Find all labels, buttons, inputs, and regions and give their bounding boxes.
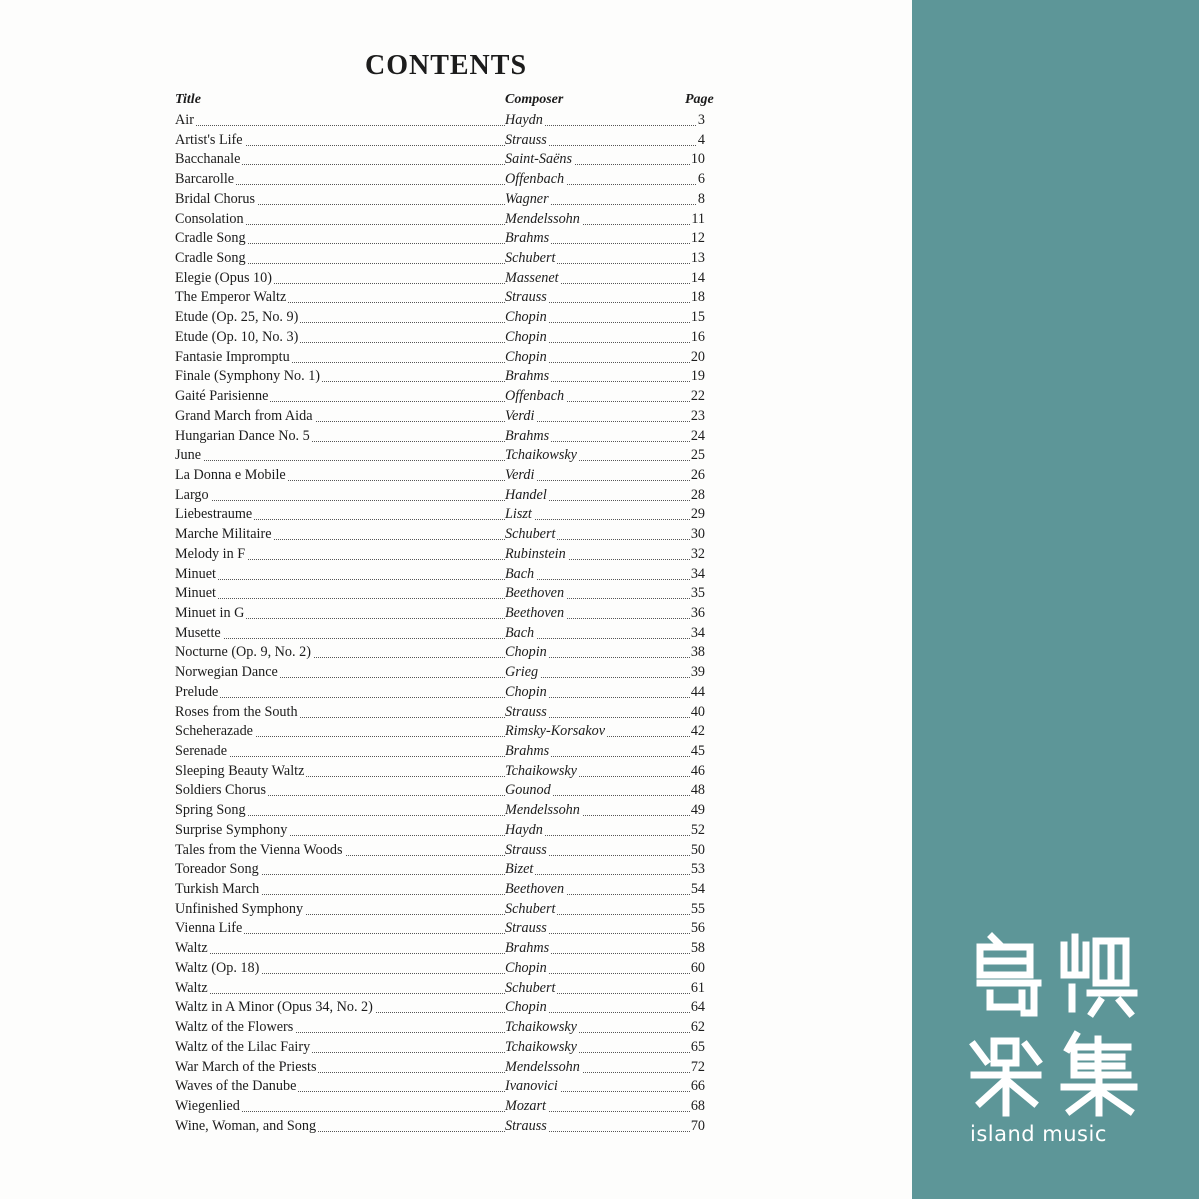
entry-composer: Brahms — [505, 427, 551, 447]
entry-page: 48 — [690, 781, 705, 801]
entry-page: 8 — [697, 190, 705, 210]
entry-composer: Strauss — [505, 841, 549, 861]
entry-title: Largo — [175, 486, 211, 506]
entry-page: 46 — [690, 762, 705, 782]
entry-title: Unfinished Symphony — [175, 900, 305, 920]
entry-composer: Tchaikowsky — [505, 762, 579, 782]
entry-title: Marche Militaire — [175, 525, 274, 545]
brand-panel — [912, 0, 1199, 1199]
contents-row — [175, 545, 715, 565]
contents-row — [175, 229, 715, 249]
contents-row — [175, 604, 715, 624]
contents-row — [175, 466, 715, 486]
entry-page: 26 — [690, 466, 705, 486]
contents-row — [175, 821, 715, 841]
entry-composer: Chopin — [505, 348, 549, 368]
entry-composer: Tchaikowsky — [505, 446, 579, 466]
entry-page: 10 — [690, 150, 705, 170]
entry-title: Etude (Op. 25, No. 9) — [175, 308, 300, 328]
contents-row — [175, 1058, 715, 1078]
entry-composer: Strauss — [505, 131, 549, 151]
column-header-composer: Composer — [505, 92, 564, 107]
contents-row — [175, 150, 715, 170]
entry-page: 64 — [690, 998, 705, 1018]
entry-page: 36 — [690, 604, 705, 624]
entry-composer: Brahms — [505, 939, 551, 959]
entry-page: 12 — [690, 229, 705, 249]
dot-leader — [185, 979, 505, 994]
entry-title: Wiegenlied — [175, 1097, 242, 1117]
page-title: CONTENTS — [364, 50, 528, 81]
entry-composer: Schubert — [505, 900, 557, 920]
entry-page: 14 — [690, 269, 705, 289]
contents-row — [175, 584, 715, 604]
entry-title: La Donna e Mobile — [175, 466, 288, 486]
dot-leader — [185, 584, 505, 599]
entry-composer: Bizet — [505, 860, 535, 880]
contents-row — [175, 486, 715, 506]
entry-title: Cradle Song — [175, 229, 248, 249]
dot-leader — [185, 624, 505, 639]
entry-page: 49 — [690, 801, 705, 821]
dot-leader — [510, 624, 702, 639]
entry-composer: Gounod — [505, 781, 553, 801]
entry-page: 23 — [690, 407, 705, 427]
entry-composer: Schubert — [505, 249, 557, 269]
column-header-page: Page — [685, 92, 714, 107]
dot-leader — [185, 111, 505, 126]
entry-composer: Saint-Saëns — [505, 150, 574, 170]
entry-page: 55 — [690, 900, 705, 920]
entry-page: 34 — [690, 624, 705, 644]
contents-row — [175, 288, 715, 308]
entry-title: Bacchanale — [175, 150, 242, 170]
entry-page: 32 — [690, 545, 705, 565]
entry-page: 15 — [690, 308, 705, 328]
logo-glyph-music — [974, 1041, 1038, 1113]
entry-composer: Beethoven — [505, 604, 566, 624]
contents-row — [175, 1117, 715, 1137]
contents-row — [175, 722, 715, 742]
entry-title: Bridal Chorus — [175, 190, 257, 210]
contents-row — [175, 505, 715, 525]
entry-title: Finale (Symphony No. 1) — [175, 367, 322, 387]
entry-page: 39 — [690, 663, 705, 683]
entry-page: 50 — [690, 841, 705, 861]
entry-composer: Beethoven — [505, 584, 566, 604]
entry-composer: Brahms — [505, 367, 551, 387]
entry-page: 29 — [690, 505, 705, 525]
logo-glyph-gather — [1064, 1035, 1134, 1113]
contents-row — [175, 1097, 715, 1117]
entry-title: Surprise Symphony — [175, 821, 289, 841]
entry-page: 58 — [690, 939, 705, 959]
entry-title: Etude (Op. 10, No. 3) — [175, 328, 300, 348]
entry-title: Soldiers Chorus — [175, 781, 268, 801]
entry-composer: Chopin — [505, 328, 549, 348]
entry-title: War March of the Priests — [175, 1058, 318, 1078]
entry-composer: Mendelssohn — [505, 1058, 582, 1078]
dot-leader — [185, 565, 505, 580]
dot-leader — [510, 860, 702, 875]
entry-page: 6 — [697, 170, 705, 190]
entry-page: 30 — [690, 525, 705, 545]
entry-composer: Liszt — [505, 505, 534, 525]
contents-row — [175, 525, 715, 545]
contents-row — [175, 249, 715, 269]
entry-composer: Grieg — [505, 663, 540, 683]
entry-page: 16 — [690, 328, 705, 348]
entry-composer: Schubert — [505, 979, 557, 999]
entry-title: Waltz of the Lilac Fairy — [175, 1038, 312, 1058]
contents-row — [175, 880, 715, 900]
contents-row — [175, 348, 715, 368]
entry-composer: Bach — [505, 624, 536, 644]
contents-row — [175, 683, 715, 703]
entry-title: Turkish March — [175, 880, 261, 900]
entry-title: Gaité Parisienne — [175, 387, 270, 407]
contents-row — [175, 860, 715, 880]
entry-page: 42 — [690, 722, 705, 742]
entry-page: 25 — [690, 446, 705, 466]
entry-title: Waltz (Op. 18) — [175, 959, 261, 979]
contents-row — [175, 446, 715, 466]
logo-glyph-island — [980, 937, 1038, 1013]
dot-leader — [185, 486, 505, 501]
entry-composer: Handel — [505, 486, 549, 506]
entry-title: Melody in F — [175, 545, 247, 565]
contents-row — [175, 190, 715, 210]
entry-composer: Chopin — [505, 959, 549, 979]
contents-row — [175, 1038, 715, 1058]
entry-title: Spring Song — [175, 801, 248, 821]
entry-title: Tales from the Vienna Woods — [175, 841, 345, 861]
entry-page: 44 — [690, 683, 705, 703]
contents-row — [175, 624, 715, 644]
contents-row — [175, 959, 715, 979]
contents-row — [175, 762, 715, 782]
dot-leader — [185, 683, 505, 698]
entry-composer: Bach — [505, 565, 536, 585]
contents-row — [175, 900, 715, 920]
entry-page: 52 — [690, 821, 705, 841]
contents-row — [175, 979, 715, 999]
entry-title: Norwegian Dance — [175, 663, 280, 683]
contents-row — [175, 998, 715, 1018]
entry-title: Grand March from Aida — [175, 407, 315, 427]
contents-row — [175, 328, 715, 348]
entry-title: Serenade — [175, 742, 229, 762]
contents-row — [175, 367, 715, 387]
dot-leader — [185, 446, 505, 461]
entry-page: 22 — [690, 387, 705, 407]
entry-title: Scheherazade — [175, 722, 255, 742]
entry-page: 62 — [690, 1018, 705, 1038]
entry-page: 28 — [690, 486, 705, 506]
entry-composer: Tchaikowsky — [505, 1038, 579, 1058]
entry-title: Cradle Song — [175, 249, 248, 269]
entry-composer: Strauss — [505, 919, 549, 939]
entry-title: Artist's Life — [175, 131, 245, 151]
entry-page: 56 — [690, 919, 705, 939]
contents-row — [175, 111, 715, 131]
entry-composer: Strauss — [505, 703, 549, 723]
entry-page: 60 — [690, 959, 705, 979]
entry-composer: Chopin — [505, 998, 549, 1018]
entry-title: Minuet — [175, 565, 218, 585]
entry-composer: Brahms — [505, 742, 551, 762]
entry-page: 66 — [690, 1077, 705, 1097]
dot-leader — [185, 742, 505, 757]
dot-leader — [510, 565, 702, 580]
contents-row — [175, 841, 715, 861]
entry-title: Vienna Life — [175, 919, 244, 939]
entry-composer: Massenet — [505, 269, 561, 289]
contents-row — [175, 269, 715, 289]
entry-page: 65 — [690, 1038, 705, 1058]
entry-composer: Chopin — [505, 308, 549, 328]
entry-page: 70 — [690, 1117, 705, 1137]
entry-title: Hungarian Dance No. 5 — [175, 427, 312, 447]
entry-title: Waltz — [175, 979, 210, 999]
entry-page: 19 — [690, 367, 705, 387]
entry-page: 38 — [690, 643, 705, 663]
contents-row — [175, 663, 715, 683]
entry-composer: Rimsky-Korsakov — [505, 722, 607, 742]
contents-row — [175, 781, 715, 801]
entry-composer: Offenbach — [505, 387, 566, 407]
contents-row — [175, 742, 715, 762]
contents-row — [175, 939, 715, 959]
entry-title: The Emperor Waltz — [175, 288, 288, 308]
contents-row — [175, 407, 715, 427]
entry-page: 72 — [690, 1058, 705, 1078]
entry-title: Nocturne (Op. 9, No. 2) — [175, 643, 313, 663]
entry-title: June — [175, 446, 203, 466]
entry-composer: Verdi — [505, 466, 536, 486]
entry-title: Roses from the South — [175, 703, 300, 723]
entry-composer: Haydn — [505, 821, 545, 841]
entry-page: 18 — [690, 288, 705, 308]
entry-composer: Strauss — [505, 1117, 549, 1137]
entry-title: Waltz of the Flowers — [175, 1018, 295, 1038]
entry-composer: Wagner — [505, 190, 551, 210]
entry-title: Waltz — [175, 939, 210, 959]
entry-title: Wine, Woman, and Song — [175, 1117, 318, 1137]
contents-row — [175, 427, 715, 447]
entry-composer: Verdi — [505, 407, 536, 427]
contents-row — [175, 170, 715, 190]
entry-composer: Mozart — [505, 1097, 548, 1117]
dot-leader — [510, 466, 702, 481]
contents-list — [175, 111, 715, 1136]
entry-title: Sleeping Beauty Waltz — [175, 762, 306, 782]
contents-row — [175, 565, 715, 585]
dot-leader — [510, 505, 702, 520]
contents-row — [175, 1018, 715, 1038]
contents-row — [175, 387, 715, 407]
contents-row — [175, 1077, 715, 1097]
entry-page: 53 — [690, 860, 705, 880]
entry-title: Musette — [175, 624, 223, 644]
contents-row — [175, 801, 715, 821]
entry-page: 61 — [690, 979, 705, 999]
entry-composer: Strauss — [505, 288, 549, 308]
contents-row — [175, 131, 715, 151]
entry-composer: Tchaikowsky — [505, 1018, 579, 1038]
contents-row — [175, 703, 715, 723]
entry-page: 40 — [690, 703, 705, 723]
entry-page: 24 — [690, 427, 705, 447]
entry-title: Waltz in A Minor (Opus 34, No. 2) — [175, 998, 375, 1018]
column-header-title: Title — [175, 92, 201, 107]
entry-title: Waves of the Danube — [175, 1077, 298, 1097]
brand-tagline: island music — [970, 1122, 1107, 1146]
dot-leader — [185, 939, 505, 954]
entry-page: 54 — [690, 880, 705, 900]
dot-leader — [510, 407, 702, 422]
entry-page: 20 — [690, 348, 705, 368]
entry-page: 11 — [690, 210, 705, 230]
entry-composer: Beethoven — [505, 880, 566, 900]
entry-page: 34 — [690, 565, 705, 585]
entry-composer: Chopin — [505, 643, 549, 663]
entry-title: Fantasie Impromptu — [175, 348, 292, 368]
entry-title: Barcarolle — [175, 170, 236, 190]
entry-title: Liebestraume — [175, 505, 254, 525]
entry-composer: Chopin — [505, 683, 549, 703]
entry-page: 3 — [697, 111, 705, 131]
entry-composer: Mendelssohn — [505, 210, 582, 230]
contents-row — [175, 308, 715, 328]
entry-title: Consolation — [175, 210, 246, 230]
entry-title: Toreador Song — [175, 860, 261, 880]
entry-page: 13 — [690, 249, 705, 269]
entry-page: 35 — [690, 584, 705, 604]
entry-page: 45 — [690, 742, 705, 762]
contents-row — [175, 210, 715, 230]
entry-title: Air — [175, 111, 196, 131]
entry-composer: Haydn — [505, 111, 545, 131]
contents-row — [175, 919, 715, 939]
island-music-logo — [912, 0, 1199, 1199]
entry-page: 68 — [690, 1097, 705, 1117]
entry-title: Minuet in G — [175, 604, 246, 624]
entry-page: 4 — [697, 131, 705, 151]
entry-title: Elegie (Opus 10) — [175, 269, 274, 289]
entry-composer: Mendelssohn — [505, 801, 582, 821]
contents-row — [175, 643, 715, 663]
logo-glyph-islet — [1064, 937, 1134, 1013]
entry-composer: Brahms — [505, 229, 551, 249]
entry-composer: Offenbach — [505, 170, 566, 190]
entry-title: Prelude — [175, 683, 220, 703]
entry-composer: Rubinstein — [505, 545, 568, 565]
entry-title: Minuet — [175, 584, 218, 604]
entry-composer: Ivanovici — [505, 1077, 560, 1097]
entry-composer: Schubert — [505, 525, 557, 545]
